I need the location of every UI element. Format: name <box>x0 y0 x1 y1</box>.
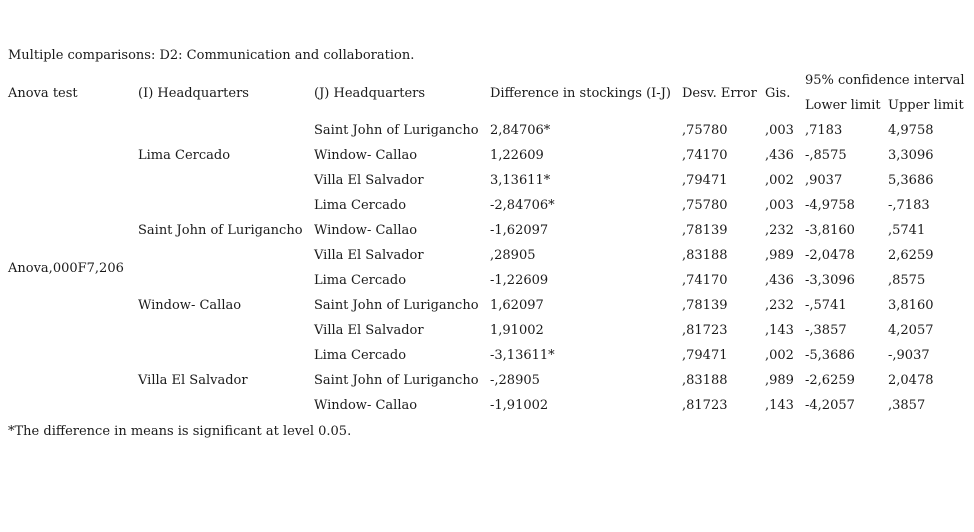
cell-significance: ,436 <box>765 148 794 163</box>
cell-std-error: ,75780 <box>682 198 728 213</box>
cell-lower-limit: ,7183 <box>805 123 843 138</box>
header-significance: Gis. <box>765 86 791 101</box>
cell-upper-limit: 4,9758 <box>888 123 934 138</box>
cell-mean-difference: 3,13611* <box>490 173 551 188</box>
cell-std-error: ,79471 <box>682 173 728 188</box>
cell-significance: ,143 <box>765 323 794 338</box>
cell-std-error: ,83188 <box>682 248 728 263</box>
cell-mean-difference: 2,84706* <box>490 123 551 138</box>
cell-lower-limit: ,9037 <box>805 173 843 188</box>
cell-mean-difference: 1,91002 <box>490 323 544 338</box>
cell-significance: ,232 <box>765 298 794 313</box>
cell-i-headquarters: Lima Cercado <box>138 148 231 163</box>
header-j-headquarters: (J) Headquarters <box>314 86 426 101</box>
cell-mean-difference: 1,62097 <box>490 298 544 313</box>
cell-j-headquarters: Window- Callao <box>314 148 418 163</box>
cell-lower-limit: -5,3686 <box>805 348 855 363</box>
cell-significance: ,232 <box>765 223 794 238</box>
header-std-error: Desv. Error <box>682 86 757 101</box>
cell-j-headquarters: Window- Callao <box>314 223 418 238</box>
cell-significance: ,989 <box>765 248 794 263</box>
cell-upper-limit: 4,2057 <box>888 323 934 338</box>
cell-mean-difference: -1,62097 <box>490 223 549 238</box>
cell-lower-limit: -3,3096 <box>805 273 855 288</box>
cell-j-headquarters: Saint John of Lurigancho <box>314 373 479 388</box>
header-mean-difference: Difference in stockings (I-J) <box>490 86 671 101</box>
cell-std-error: ,81723 <box>682 323 728 338</box>
header-anova-test: Anova test <box>8 86 78 101</box>
cell-significance: ,002 <box>765 348 794 363</box>
cell-upper-limit: ,3857 <box>888 398 926 413</box>
cell-mean-difference: -1,91002 <box>490 398 549 413</box>
cell-mean-difference: -3,13611* <box>490 348 555 363</box>
cell-upper-limit: ,5741 <box>888 223 926 238</box>
cell-significance: ,436 <box>765 273 794 288</box>
cell-upper-limit: 2,0478 <box>888 373 934 388</box>
cell-lower-limit: -2,6259 <box>805 373 855 388</box>
cell-anova-label: Anova,000F7,206 <box>8 260 124 276</box>
cell-significance: ,002 <box>765 173 794 188</box>
cell-significance: ,143 <box>765 398 794 413</box>
table-caption: Multiple comparisons: D2: Communication and collaboration. <box>8 48 415 63</box>
cell-j-headquarters: Window- Callao <box>314 398 418 413</box>
cell-significance: ,003 <box>765 198 794 213</box>
cell-lower-limit: -4,2057 <box>805 398 855 413</box>
cell-j-headquarters: Saint John of Lurigancho <box>314 123 479 138</box>
cell-mean-difference: -1,22609 <box>490 273 549 288</box>
cell-std-error: ,74170 <box>682 148 728 163</box>
cell-lower-limit: -4,9758 <box>805 198 855 213</box>
cell-j-headquarters: Lima Cercado <box>314 348 407 363</box>
cell-std-error: ,78139 <box>682 298 728 313</box>
cell-lower-limit: -,5741 <box>805 298 847 313</box>
cell-upper-limit: -,7183 <box>888 198 930 213</box>
cell-j-headquarters: Saint John of Lurigancho <box>314 298 479 313</box>
cell-std-error: ,75780 <box>682 123 728 138</box>
cell-j-headquarters: Lima Cercado <box>314 273 407 288</box>
cell-lower-limit: -2,0478 <box>805 248 855 263</box>
cell-std-error: ,83188 <box>682 373 728 388</box>
cell-upper-limit: 3,3096 <box>888 148 934 163</box>
cell-mean-difference: -2,84706* <box>490 198 555 213</box>
cell-upper-limit: 5,3686 <box>888 173 934 188</box>
cell-lower-limit: -,8575 <box>805 148 847 163</box>
header-confidence-interval: 95% confidence interval <box>805 73 965 88</box>
cell-i-headquarters: Saint John of Lurigancho <box>138 223 303 238</box>
cell-mean-difference: ,28905 <box>490 248 536 263</box>
table-footnote: *The difference in means is significant at level 0.05. <box>8 424 352 439</box>
cell-j-headquarters: Villa El Salvador <box>314 173 424 188</box>
cell-upper-limit: 3,8160 <box>888 298 934 313</box>
header-upper-limit: Upper limit <box>888 98 964 113</box>
cell-significance: ,989 <box>765 373 794 388</box>
cell-mean-difference: -,28905 <box>490 373 540 388</box>
header-i-headquarters: (I) Headquarters <box>138 86 249 101</box>
header-lower-limit: Lower limit <box>805 98 881 113</box>
cell-i-headquarters: Villa El Salvador <box>138 373 248 388</box>
cell-i-headquarters: Window- Callao <box>138 298 242 313</box>
cell-j-headquarters: Lima Cercado <box>314 198 407 213</box>
cell-lower-limit: -,3857 <box>805 323 847 338</box>
cell-upper-limit: 2,6259 <box>888 248 934 263</box>
cell-std-error: ,78139 <box>682 223 728 238</box>
cell-std-error: ,81723 <box>682 398 728 413</box>
cell-mean-difference: 1,22609 <box>490 148 544 163</box>
cell-std-error: ,79471 <box>682 348 728 363</box>
cell-significance: ,003 <box>765 123 794 138</box>
cell-lower-limit: -3,8160 <box>805 223 855 238</box>
cell-j-headquarters: Villa El Salvador <box>314 323 424 338</box>
cell-std-error: ,74170 <box>682 273 728 288</box>
cell-j-headquarters: Villa El Salvador <box>314 248 424 263</box>
cell-upper-limit: ,8575 <box>888 273 926 288</box>
cell-upper-limit: -,9037 <box>888 348 930 363</box>
